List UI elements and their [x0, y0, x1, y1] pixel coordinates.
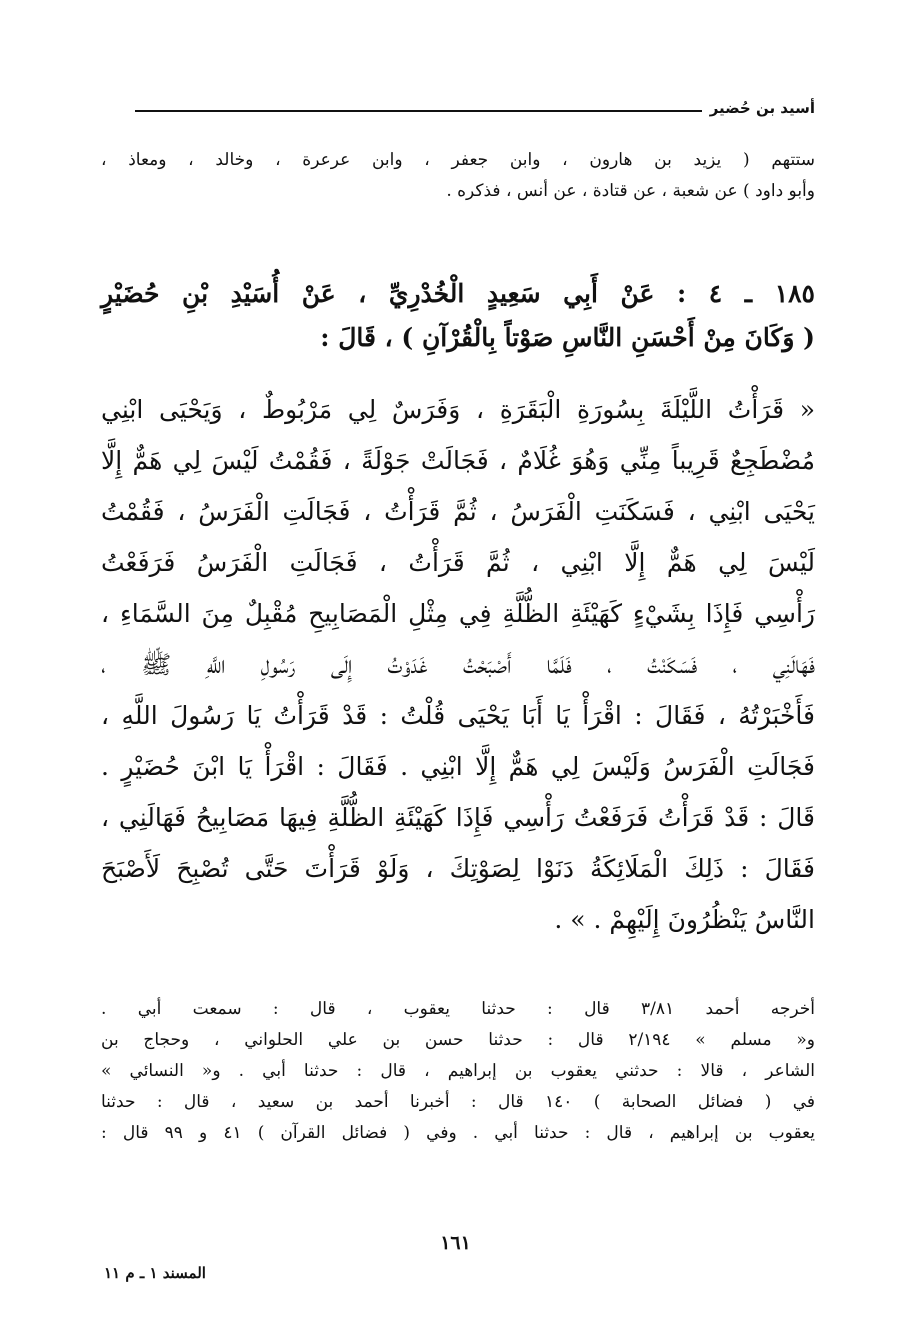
page-number: ١٦١ [440, 1232, 471, 1254]
header-rule [135, 110, 702, 112]
hadith-line: فَقَالَ : ذَلِكَ الْمَلَائِكَةُ دَنَوْا لِصَوْتِكَ ، وَلَوْ قَرَأْتَ حَتَّى تُصْبِحَ لَأَصْبَحَ [101, 854, 815, 883]
hadith-heading-line: ١٨٥ ـ ٤ : عَنْ أَبِي سَعِيدٍ الْخُدْرِيِّ ، عَنْ أُسَيْدِ بْنِ حُضَيْرٍ [101, 279, 815, 308]
footnote-line: الشاعر ، قالا : حدثني يعقوب بن إبراهيم ، قال : حدثنا أبي . و« النسائي » [101, 1061, 815, 1081]
hadith-heading-line: ( وَكَانَ مِنْ أَحْسَنِ النَّاسِ صَوْتاً بِالْقُرْآنِ ) ، قَالَ : [320, 323, 815, 352]
footnotes [101, 994, 815, 1149]
hadith-line: فَهَالَنِي ، فَسَكَنْتُ ، فَلَمَّا أَصْبَحْتُ غَدَوْتُ إِلَى رَسُولِ اللَّهِ ﷺ ، [101, 650, 815, 679]
footnote-line: في ( فضائل الصحابة ) ١٤٠ قال : أخبرنا أحمد بن سعيد ، قال : حدثنا [101, 1092, 815, 1112]
running-header [135, 84, 815, 116]
intro-line: وأبو داود ) عن شعبة ، عن قتادة ، عن أنس ، فذكره . [446, 181, 815, 201]
printer-signature: المسند ١ ـ م ١١ [104, 1264, 206, 1282]
hadith-heading [101, 272, 815, 360]
hadith-line: « قَرَأْتُ اللَّيْلَةَ بِسُورَةِ الْبَقَرَةِ ، وَفَرَسٌ لِي مَرْبُوطٌ ، وَيَحْيَى ابْنِي [101, 395, 815, 424]
hadith-line: فَجَالَتِ الْفَرَسُ وَلَيْسَ لِي هَمٌّ إِلَّا ابْنِي . فَقَالَ : اقْرَأْ يَا ابْنَ حُضَيْرٍ . [101, 752, 815, 781]
footnote-line: يعقوب بن إبراهيم ، قال : حدثنا أبي . وفي ( فضائل القرآن ) ٤١ و ٩٩ قال : [101, 1123, 815, 1143]
hadith-line: فَأَخْبَرْتُهُ ، فَقَالَ : اقْرَأْ يَا أَبَا يَحْيَى قُلْتُ : قَدْ قَرَأْتُ يَا رَسُولَ اللَّهِ ، [101, 701, 815, 730]
hadith-text [101, 384, 815, 945]
running-header-title: أسيد بن حُضير [709, 99, 815, 117]
hadith-line: لَيْسَ لِي هَمٌّ إِلَّا ابْنِي ، ثُمَّ قَرَأْتُ ، فَجَالَتِ الْفَرَسُ فَرَفَعْتُ [101, 548, 815, 577]
footnote-line: أخرجه أحمد ٣/٨١ قال : حدثنا يعقوب ، قال : سمعت أبي . [101, 999, 815, 1019]
hadith-line: قَالَ : قَدْ قَرَأْتُ فَرَفَعْتُ رَأْسِي فَإِذَا كَهَيْئَةِ الظُّلَّةِ فِيهَا مَصَابِيحُ فَهَالَنِي ، [101, 803, 815, 832]
hadith-line: يَحْيَى ابْنِي ، فَسَكَنَتِ الْفَرَسُ ، ثُمَّ قَرَأْتُ ، فَجَالَتِ الْفَرَسُ ، فَقُمْتُ [101, 497, 815, 526]
footnote-line: و« مسلم » ٢/١٩٤ قال : حدثنا حسن بن علي الحلواني ، وحجاج بن [101, 1030, 815, 1050]
hadith-line: النَّاسُ يَنْظُرُونَ إِلَيْهِمْ . » . [554, 905, 815, 934]
intro-line: ستتهم ( يزيد بن هارون ، وابن جعفر ، وابن عرعرة ، وخالد ، ومعاذ ، [101, 150, 815, 170]
intro-paragraph [101, 145, 815, 207]
hadith-line: رَأْسِي فَإِذَا بِشَيْءٍ كَهَيْئَةِ الظُّلَّةِ فِي مِثْلِ الْمَصَابِيحِ مُقْبِلٌ مِنَ السَّمَاءِ ، [101, 599, 815, 628]
hadith-line: مُضْطَجِعٌ قَرِيباً مِنِّي وَهُوَ غُلَامٌ ، فَجَالَتْ جَوْلَةً ، فَقُمْتُ لَيْسَ لِي هَمٌّ إِلَّا [101, 446, 815, 475]
